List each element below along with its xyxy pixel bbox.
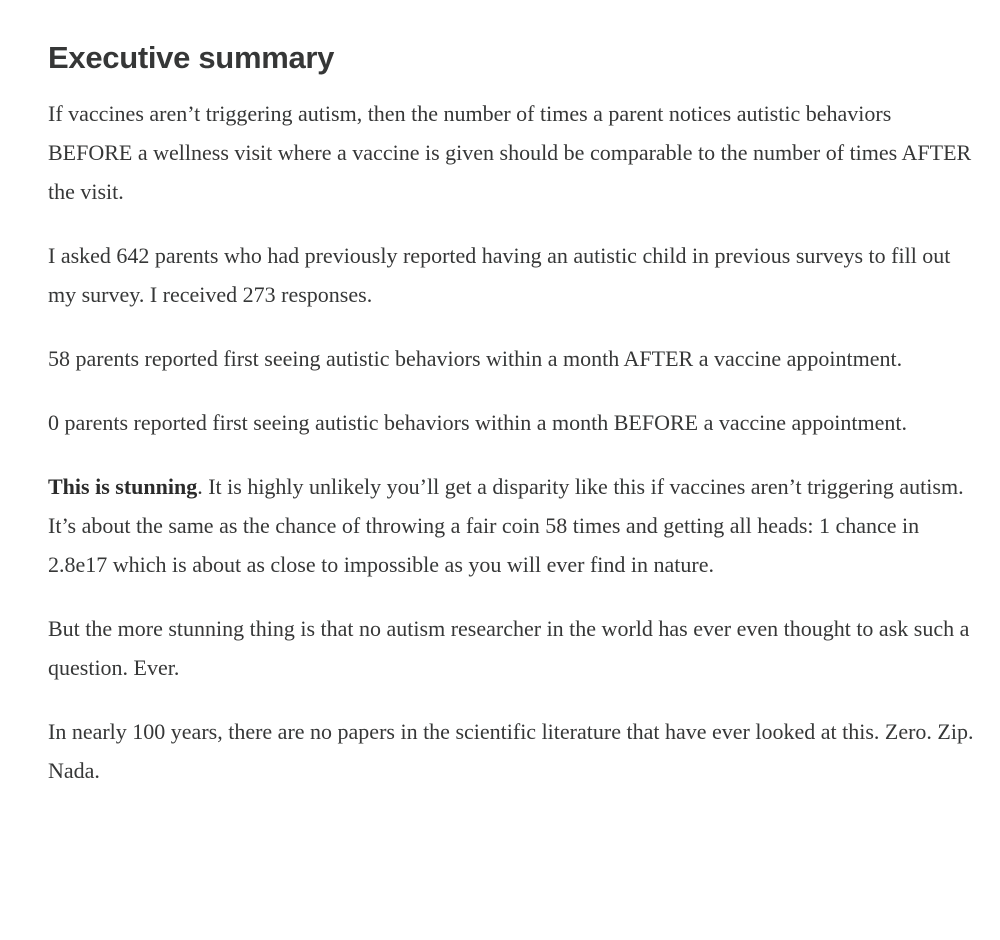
bold-emphasis: This is stunning: [48, 474, 198, 499]
article-body: [48, 0, 978, 790]
section-heading: Executive summary: [48, 40, 335, 75]
paragraph-hypothesis: If vaccines aren’t triggering autism, then the number of times a parent notices autistic behaviors BEFORE a wellness visit where a vaccine is given should be comparable to the number of times AFTER the visit.: [48, 101, 972, 204]
paragraph-after-result: 58 parents reported first seeing autistic behaviors within a month AFTER a vaccine appointment.: [48, 346, 903, 371]
paragraph-significance-text: . It is highly unlikely you’ll get a disparity like this if vaccines aren’t triggering autism. It’s about the same as the chance of throwing a fair coin 58 times and getting all heads: 1 chance in 2.8e17 which is about as close to impossible as you will ever find in nature.: [48, 474, 964, 577]
paragraph-before-result: 0 parents reported first seeing autistic behaviors within a month BEFORE a vaccine appointment.: [48, 410, 908, 435]
paragraph-significance: [48, 467, 978, 584]
paragraph-literature: In nearly 100 years, there are no papers in the scientific literature that have ever looked at this. Zero. Zip. Nada.: [48, 719, 974, 783]
paragraph-survey-method: I asked 642 parents who had previously reported having an autistic child in previous surveys to fill out my survey. I received 273 responses.: [48, 243, 951, 307]
paragraph-researchers: But the more stunning thing is that no autism researcher in the world has ever even thought to ask such a question. Ever.: [48, 616, 970, 680]
